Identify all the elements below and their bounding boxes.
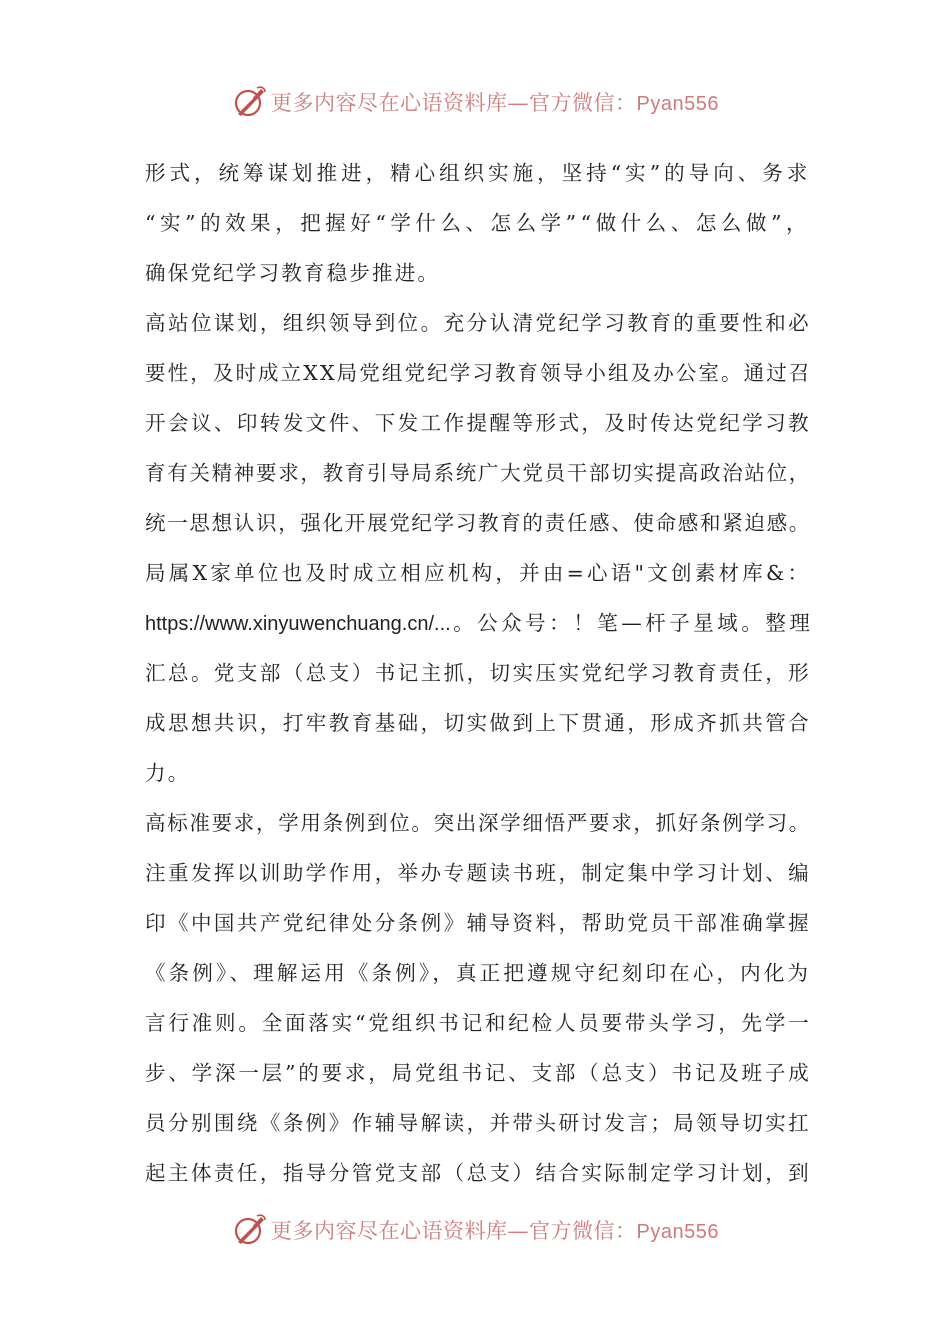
text-line: 育有关精神要求，教育引导局系统广大党员干部切实提高政治站位， bbox=[145, 461, 811, 485]
text-line: 统一思想认识，强化开展党纪学习教育的责任感、使命感和紧迫感。 bbox=[145, 511, 811, 535]
text-line: 步、学深一层”的要求，局党组书记、支部（总支）书记及班子成 bbox=[145, 1061, 812, 1085]
text-line: 言行准则。全面落实“党组织书记和纪检人员要带头学习，先学一 bbox=[145, 1011, 812, 1035]
text-line: 印《中国共产党纪律处分条例》辅导资料，帮助党员干部准确掌握 bbox=[145, 911, 812, 935]
wechat-id: Pyan556 bbox=[636, 93, 719, 115]
text-line: 要性，及时成立XX局党组党纪学习教育领导小组及办公室。通过召 bbox=[145, 361, 812, 385]
quill-pen-icon bbox=[231, 84, 267, 120]
text-line: 成思想共识，打牢教育基础，切实做到上下贯通，形成齐抓共管合 bbox=[145, 711, 812, 735]
text-line: 局属X家单位也及时成立相应机构，并由=心语"文创素材库&： bbox=[145, 561, 812, 585]
text-line: 确保党纪学习教育稳步推进。 bbox=[145, 261, 441, 285]
text-line bbox=[145, 598, 811, 648]
text-line: 高标准要求，学用条例到位。突出深学细悟严要求，抓好条例学习。 bbox=[145, 811, 811, 835]
text-line: 注重发挥以训助学作用，举办专题读书班，制定集中学习计划、编 bbox=[145, 861, 812, 885]
banner-text: 更多内容尽在心语资料库—官方微信：Pyan556 bbox=[271, 1219, 719, 1243]
banner-text: 更多内容尽在心语资料库—官方微信：Pyan556 bbox=[271, 91, 719, 115]
text-line: 员分别围绕《条例》作辅导解读，并带头研讨发言；局领导切实扛 bbox=[145, 1111, 812, 1135]
text-line: 起主体责任，指导分管党支部（总支）结合实际制定学习计划，到 bbox=[145, 1161, 812, 1185]
url-text: https://www.xinyuwenchuang.cn/... bbox=[145, 613, 451, 635]
footer-banner bbox=[0, 1210, 950, 1250]
text-line: 形式，统筹谋划推进，精心组织实施，坚持“实”的导向、务求 bbox=[145, 161, 812, 185]
text-line: 开会议、印转发文件、下发工作提醒等形式，及时传达党纪学习教 bbox=[145, 411, 812, 435]
wechat-id: Pyan556 bbox=[636, 1221, 719, 1243]
text-line: 《条例》、理解运用《条例》，真正把遵规守纪刻印在心，内化为 bbox=[145, 961, 812, 985]
document-body bbox=[145, 148, 811, 1198]
text-line: 力。 bbox=[145, 761, 191, 785]
header-banner bbox=[0, 82, 950, 122]
text-line: “实”的效果，把握好“学什么、怎么学”“做什么、怎么做”， bbox=[145, 211, 812, 235]
line-rest: 。公众号：！笔—杆子星域。整理 bbox=[450, 611, 811, 635]
text-line: 高站位谋划，组织领导到位。充分认清党纪学习教育的重要性和必 bbox=[145, 311, 812, 335]
text-line: 汇总。党支部（总支）书记主抓，切实压实党纪学习教育责任，形 bbox=[145, 661, 812, 685]
quill-pen-icon bbox=[231, 1212, 267, 1248]
